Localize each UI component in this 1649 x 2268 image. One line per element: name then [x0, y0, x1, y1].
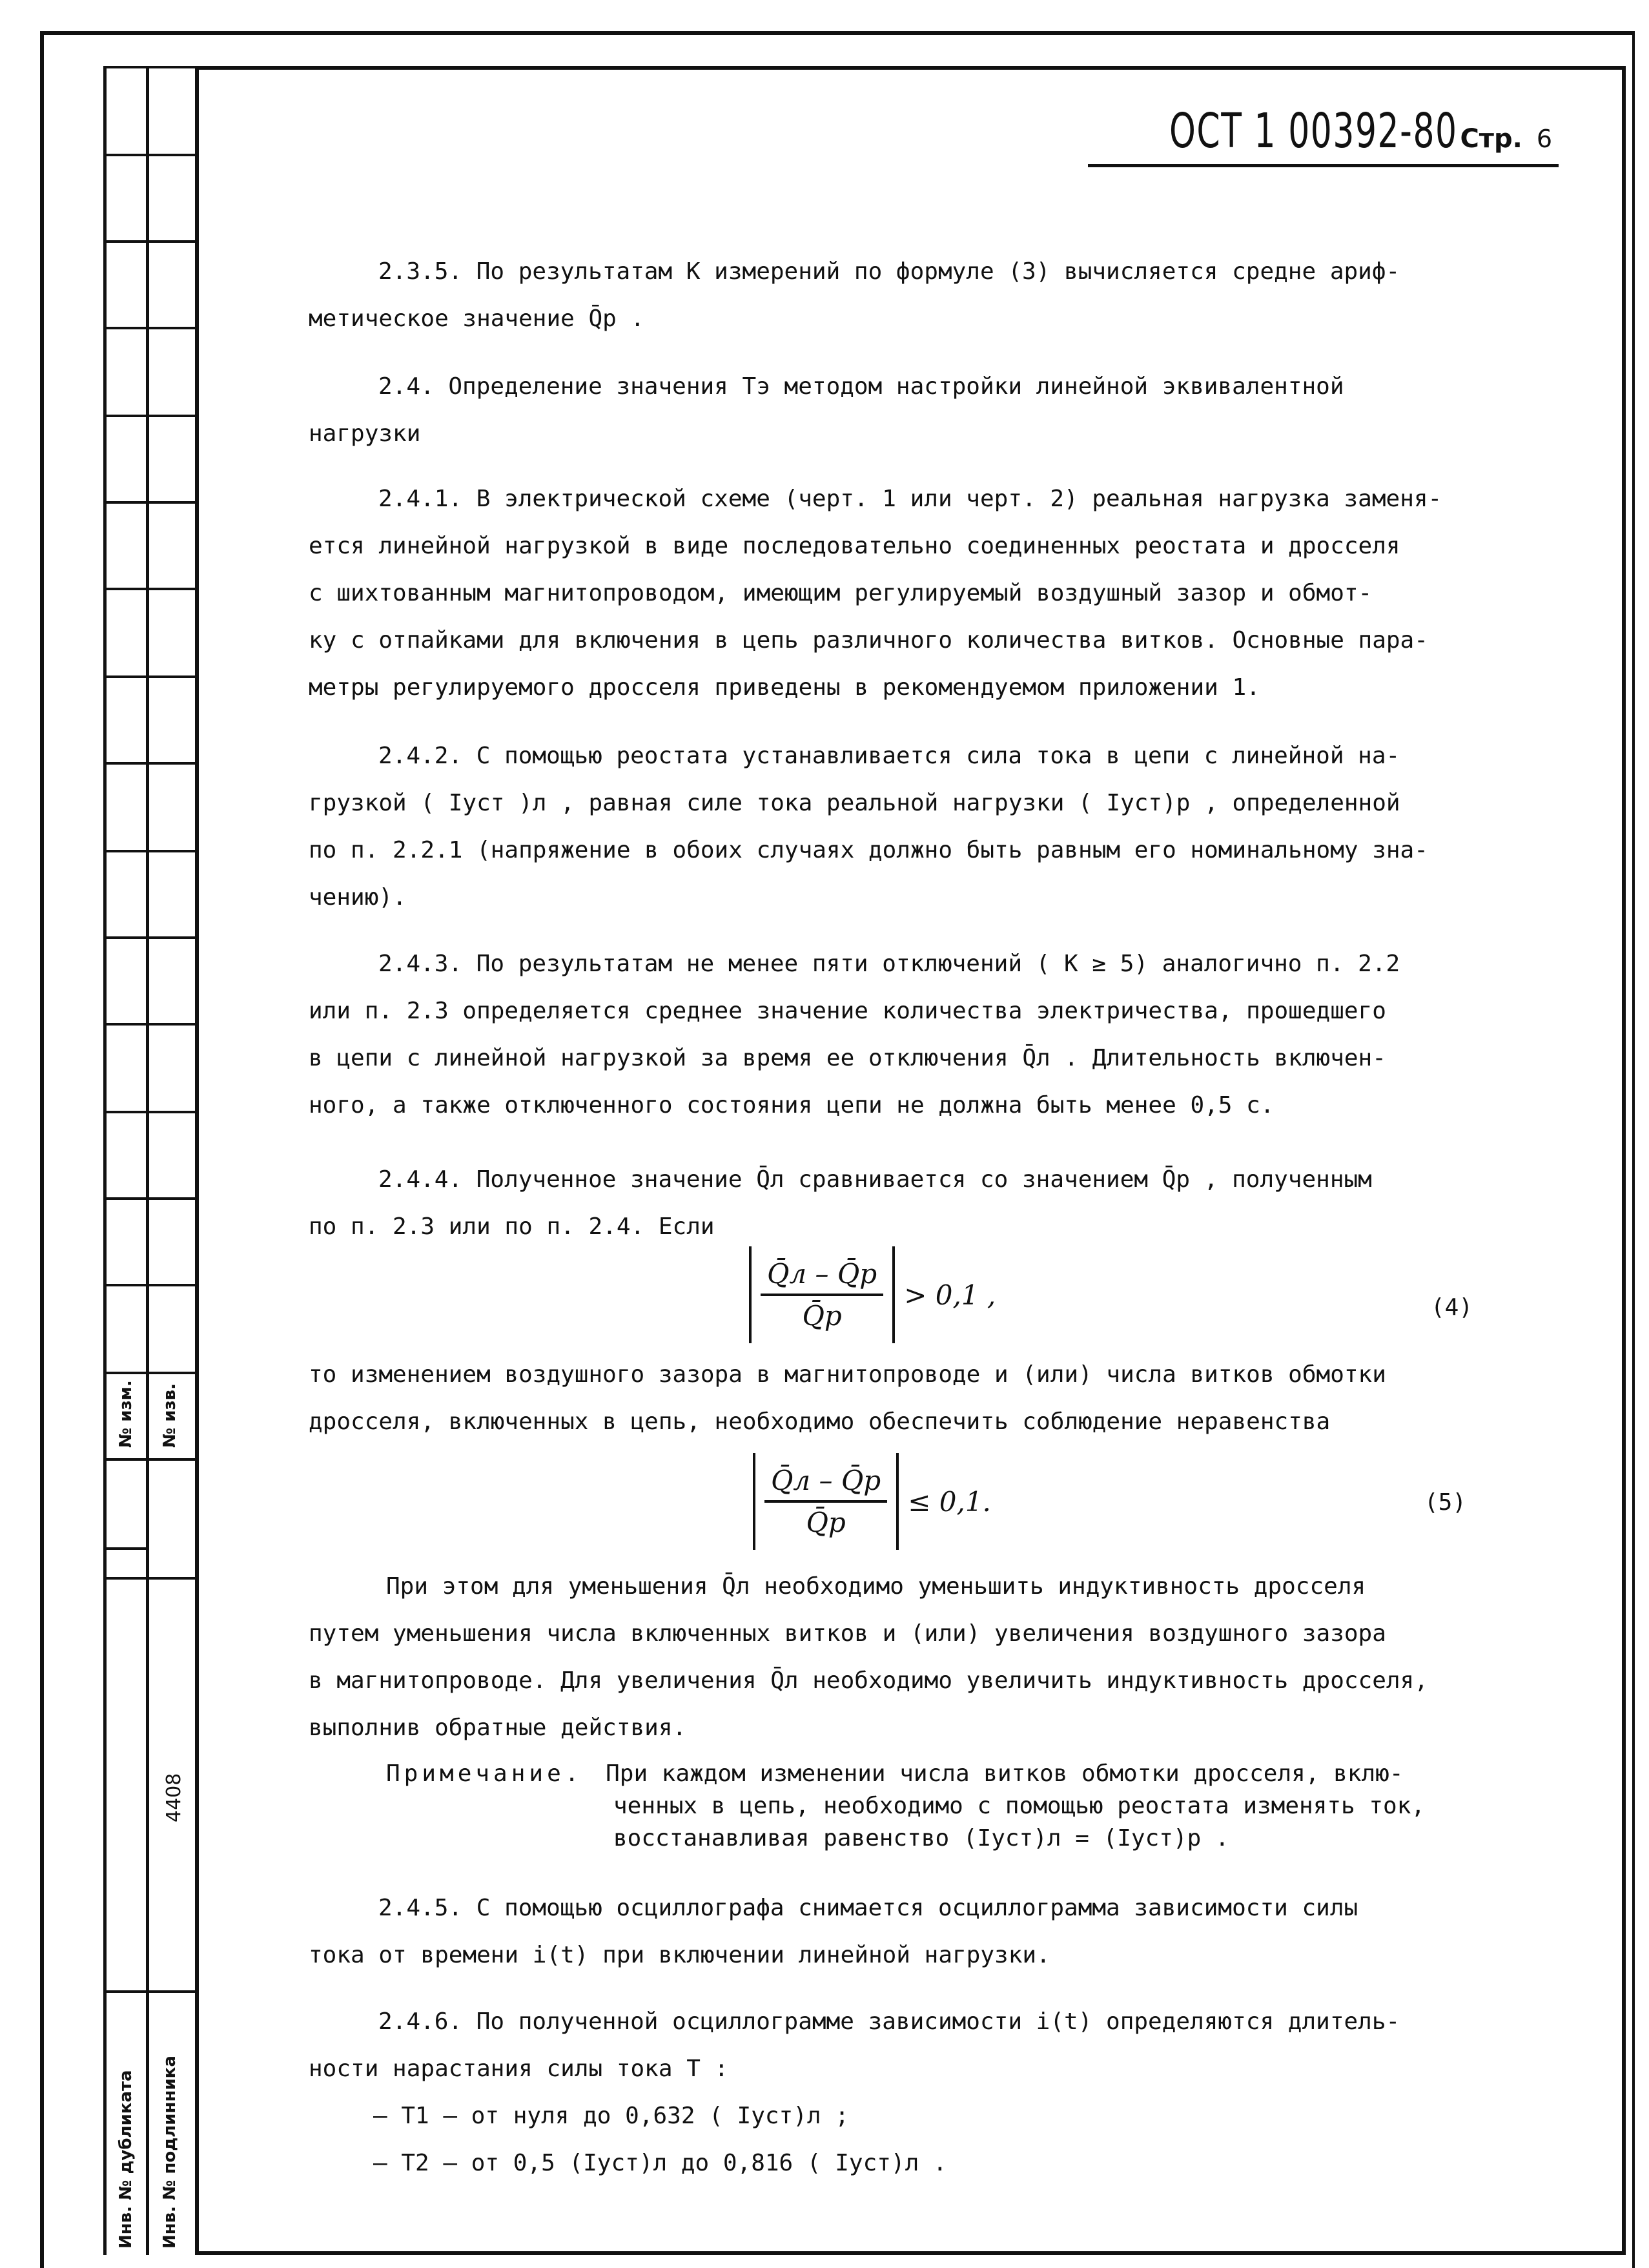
text-line: 2.4.5. С помощью осциллографа снимается осциллограмма зависимости силы: [378, 1895, 1358, 1921]
note-line: При каждом изменении числа витков обмотки дросселя, вклю-: [606, 1760, 1404, 1787]
paragraph-2-4: [309, 363, 1522, 457]
text-line: 2.4.6. По полученной осциллограмме зависимости i(t) определяются длитель-: [378, 2008, 1400, 2035]
page-header: [1088, 103, 1559, 167]
paragraph-after-formula-4: [309, 1351, 1522, 1445]
text-line: нагрузки: [309, 420, 421, 447]
text-line: 2.4. Определение значения Тэ методом настройки линейной эквивалентной: [378, 373, 1344, 400]
text-line: выполнив обратные действия.: [309, 1715, 687, 1741]
note-line: восстанавливая равенство (Iуст)л = (Iуст)р .: [613, 1825, 1229, 1851]
text-line: 2.4.1. В электрической схеме (черт. 1 или черт. 2) реальная нагрузка заменя-: [378, 486, 1442, 512]
text-line: в цепи с линейной нагрузкой за время ее отключения Q̄л . Длительность включен-: [309, 1045, 1386, 1071]
text-line: или п. 2.3 определяется среднее значение количества электричества, прошедшего: [309, 998, 1386, 1024]
duplicate-inventory-label: Инв. № дубликата: [116, 2070, 136, 2249]
note-heading: Примечание.: [386, 1760, 583, 1787]
text-line: ку с отпайками для включения в цепь различного количества витков. Основные пара-: [309, 627, 1428, 654]
standard-code: ОСТ 1 00392-80: [1169, 103, 1458, 159]
text-line: с шихтованным магнитопроводом, имеющим регулируемый воздушный зазор и обмот-: [309, 580, 1373, 606]
paragraph-2-4-2: [309, 732, 1522, 921]
formula-5-number: (5): [1424, 1489, 1467, 1516]
text-line: 2.4.2. С помощью реостата устанавливается сила тока в цепи с линейной на-: [378, 743, 1400, 769]
side-registration-strip: [103, 66, 195, 2255]
formula-5-relation: ≤ 0,1.: [908, 1485, 991, 1518]
paragraph-2-4-6: [309, 1998, 1522, 2187]
paragraph-2-4-4: [309, 1156, 1522, 1250]
note-line: ченных в цепь, необходимо с помощью реостата изменять ток,: [613, 1793, 1426, 1819]
text-line: – Т2 – от 0,5 (Iуст)л до 0,816 ( Iуст)л .: [373, 2150, 947, 2176]
text-line: путем уменьшения числа включенных витков и (или) увеличения воздушного зазора: [309, 1620, 1386, 1647]
text-line: 2.4.3. По результатам не менее пяти отключений ( К ≥ 5) аналогично п. 2.2: [378, 951, 1400, 977]
text-line: метры регулируемого дросселя приведены в рекомендуемом приложении 1.: [309, 674, 1260, 701]
text-line: по п. 2.3 или по п. 2.4. Если: [309, 1213, 715, 1240]
notice-number-label: № изв.: [160, 1383, 179, 1448]
formula-5-numerator: Q̄л – Q̄р: [764, 1465, 887, 1503]
text-line: ного, а также отключенного состояния цепи не должна быть менее 0,5 с.: [309, 1092, 1275, 1119]
text-line: 2.3.5. По результатам К измерений по формуле (3) вычисляется средне ариф-: [378, 258, 1400, 285]
page-label: Стр.: [1460, 124, 1522, 154]
text-line: дросселя, включенных в цепь, необходимо обеспечить соблюдение неравенства: [309, 1408, 1331, 1435]
change-number-label: № изм.: [116, 1380, 136, 1448]
text-line: по п. 2.2.1 (напряжение в обоих случаях должно быть равным его номинальному зна-: [309, 837, 1428, 863]
paragraph-2-3-5: [309, 248, 1522, 342]
text-line: чению).: [309, 884, 407, 911]
paragraph-2-4-5: [309, 1884, 1522, 1979]
inventory-number: 4408: [163, 1773, 185, 1822]
formula-5-denominator: Q̄р: [806, 1507, 846, 1538]
original-inventory-label: Инв. № подлинника: [160, 2056, 179, 2249]
text-line: 2.4.4. Полученное значение Q̄л сравнивается со значением Q̄р , полученным: [378, 1166, 1372, 1193]
paragraph-reduction: [309, 1563, 1522, 1751]
formula-4-number: (4): [1431, 1294, 1473, 1321]
text-line: метическое значение Q̄р .: [309, 305, 645, 332]
text-line: тока от времени i(t) при включении линейной нагрузки.: [309, 1942, 1050, 1968]
paragraph-2-4-1: [309, 475, 1522, 711]
formula-4-denominator: Q̄р: [802, 1300, 842, 1332]
text-line: – Т1 – от нуля до 0,632 ( Iуст)л ;: [373, 2103, 849, 2129]
note-block: [386, 1758, 1425, 1855]
text-line: грузкой ( Iуст )л , равная силе тока реальной нагрузки ( Iуст)р , определенной: [309, 790, 1400, 816]
page-number: 6: [1536, 125, 1552, 153]
formula-5: [753, 1453, 991, 1556]
text-line: При этом для уменьшения Q̄л необходимо уменьшить индуктивность дросселя: [386, 1573, 1366, 1600]
text-line: в магнитопроводе. Для увеличения Q̄л необходимо увеличить индуктивность дросселя,: [309, 1667, 1428, 1694]
formula-4-numerator: Q̄л – Q̄р: [761, 1258, 883, 1296]
text-line: ется линейной нагрузкой в виде последовательно соединенных реостата и дросселя: [309, 533, 1400, 559]
formula-4: [749, 1246, 996, 1350]
text-line: ности нарастания силы тока Т :: [309, 2056, 729, 2082]
text-line: то изменением воздушного зазора в магнитопроводе и (или) числа витков обмотки: [309, 1361, 1386, 1388]
formula-4-relation: > 0,1 ,: [904, 1279, 996, 1311]
paragraph-2-4-3: [309, 940, 1522, 1129]
